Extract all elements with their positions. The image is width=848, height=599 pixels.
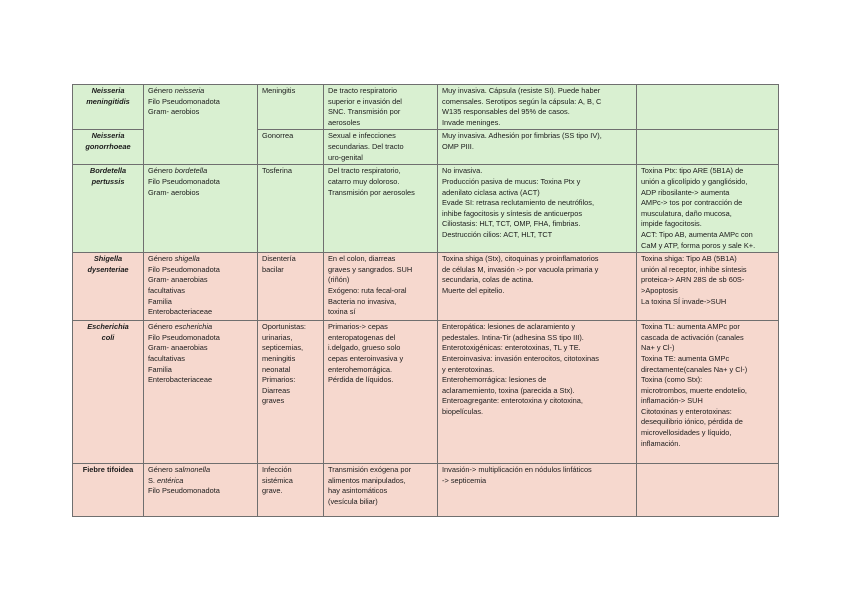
transmission-cell: Transmisión exógena por alimentos manipulados, hay asintomáticos (vesícula biliar)	[324, 464, 438, 517]
table-row	[73, 165, 779, 253]
transmission-cell: Primarios-> cepas enteropatogenas del i.delgado, grueso solo cepas enteroinvasiva y enterohemorrágica. Pérdida de líquidos.	[324, 321, 438, 464]
virulence-cell: Invasión-> multiplicación en nódulos linfáticos -> septicemia	[438, 464, 637, 517]
toxins-cell: Toxina Ptx: tipo ARE (5B1A) de unión a glicolípido y gangliósido, ADP ribosilante-> aumenta AMPc-> tos por contracción de musculatura, daño mucosa, impide fagocitosis. ACT: Tipo AB, aumenta AMPc con CaM y ATP, forma poros y sale K+.	[637, 165, 779, 253]
genus-cell: Género salmonella S. entérica Filo Pseudomonadota	[144, 464, 258, 517]
disease-cell: Tosferina	[258, 165, 324, 253]
transmission-cell: En el colon, diarreas graves y sangrados. SUH (riñón) Exógeno: ruta fecal-oral Bacteria no invasiva, toxina sí	[324, 253, 438, 321]
table-row	[73, 464, 779, 517]
transmission-cell: De tracto respiratorio superior e invasión del SNC. Transmisión por aerosoles	[324, 85, 438, 130]
organism-name: Neisseria meningitidis	[73, 85, 144, 130]
toxins-cell: Toxina TL: aumenta AMPc por cascada de activación (canales Na+ y Cl-) Toxina TE: aumenta GMPc directamente(canales Na+ y Cl-) Toxina (como Stx): microtrombos, muerte endotelio, inflamación-> SUH Citotoxinas y enterotoxinas: desequilibrio iónico, pérdida de microvellosidades y líquido, inflamación.	[637, 321, 779, 464]
table-row	[73, 253, 779, 321]
organism-name: Neisseria gonorrhoeae	[73, 130, 144, 165]
genus-cell: Género neisseria Filo Pseudomonadota Gram- aerobios	[144, 85, 258, 165]
virulence-cell: Muy invasiva. Adhesión por fimbrias (SS tipo IV), OMP PIII.	[438, 130, 637, 165]
virulence-cell: Muy invasiva. Cápsula (resiste SI). Puede haber comensales. Serotipos según la cápsula: A, B, C W135 responsables del 95% de casos. Invade meninges.	[438, 85, 637, 130]
virulence-cell: Toxina shiga (Stx), citoquinas y proinflamatorios de células M, invasión -> por vacuola primaria y secundaria, colas de actina. Muerte del epitelio.	[438, 253, 637, 321]
disease-cell: Infección sistémica grave.	[258, 464, 324, 517]
disease-cell: Disentería bacilar	[258, 253, 324, 321]
genus-cell: Género escherichia Filo Pseudomonadota Gram- anaerobias facultativas Familia Enterobacteriaceae	[144, 321, 258, 464]
organism-name: Escherichia coli	[73, 321, 144, 464]
virulence-cell: No invasiva. Producción pasiva de mucus: Toxina Ptx y adenilato ciclasa activa (ACT) Evade SI: retrasa reclutamiento de neutrófilos, inhibe fagocitosis y síntesis de anticuerpos Ciliostasis: HLT, TCT, OMP, FHA, fimbrias. Destrucción cilios: ACT, HLT, TCT	[438, 165, 637, 253]
transmission-cell: Del tracto respiratorio, catarro muy doloroso. Transmisión por aerosoles	[324, 165, 438, 253]
toxins-cell	[637, 130, 779, 165]
table-row	[73, 85, 779, 130]
table-row	[73, 321, 779, 464]
organism-name: Shigella dysenteriae	[73, 253, 144, 321]
genus-cell: Género shigella Filo Pseudomonadota Gram- anaerobias facultativas Familia Enterobacteriaceae	[144, 253, 258, 321]
organism-name: Bordetella pertussis	[73, 165, 144, 253]
organism-name: Fiebre tifoidea	[73, 464, 144, 517]
disease-cell: Gonorrea	[258, 130, 324, 165]
toxins-cell	[637, 85, 779, 130]
transmission-cell: Sexual e infecciones secundarias. Del tracto uro-genital	[324, 130, 438, 165]
disease-cell: Oportunistas: urinarias, septicemias, meningitis neonatal Primarios: Diarreas graves	[258, 321, 324, 464]
bacteria-table	[72, 84, 779, 517]
toxins-cell: Toxina shiga: Tipo AB (5B1A) unión al receptor, inhibe síntesis proteica-> ARN 28S de sb 60S- >Apoptosis La toxina SÍ invade->SUH	[637, 253, 779, 321]
toxins-cell	[637, 464, 779, 517]
disease-cell: Meningitis	[258, 85, 324, 130]
virulence-cell: Enteropática: lesiones de aclaramiento y pedestales. Intina-Tir (adhesina SS tipo III). Enterotoxigénicas: enterotoxinas, TL y TE. Enteroinvasiva: invasión enterocitos, citotoxinas y enterotoxinas. Enterohemorrágica: lesiones de aclaramemiento, toxina (parecida a Stx). Enteroagregante: enterotoxina y citotoxina, biopelículas.	[438, 321, 637, 464]
genus-cell: Género bordetella Filo Pseudomonadota Gram- aerobios	[144, 165, 258, 253]
